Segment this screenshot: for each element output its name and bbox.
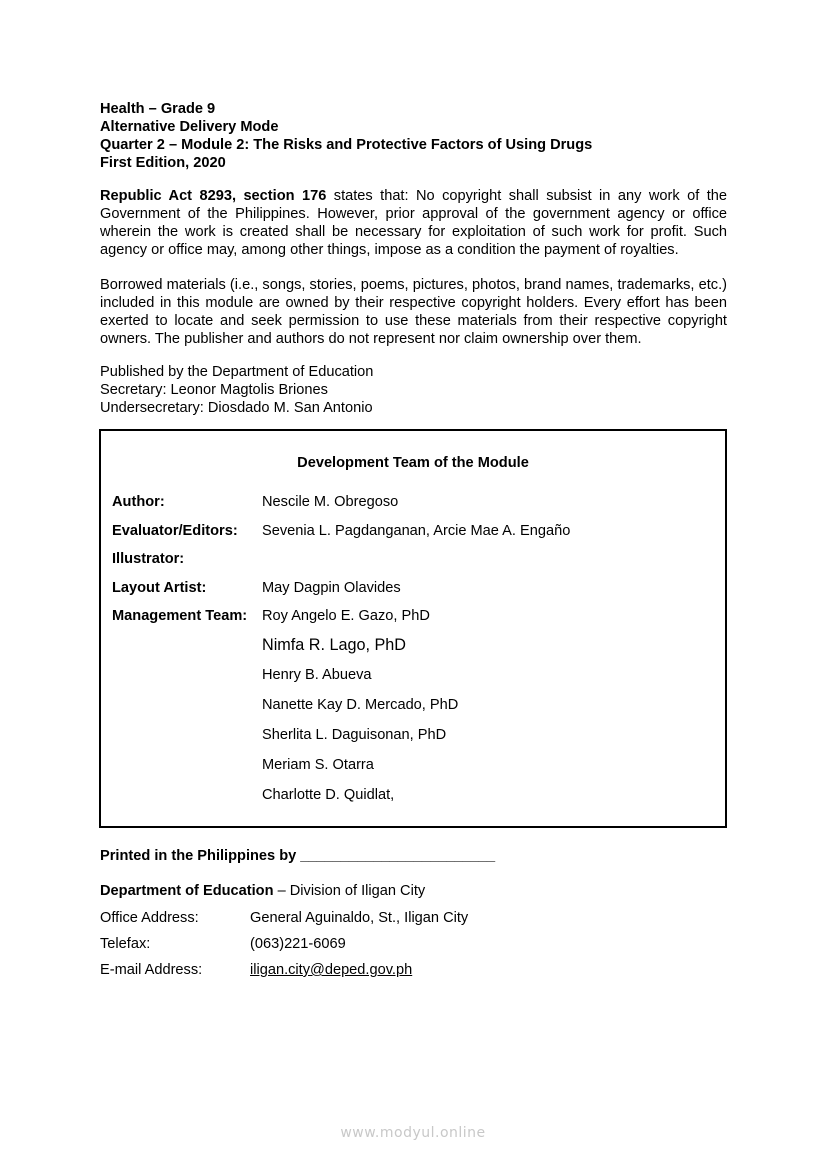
email-label: E-mail Address: bbox=[100, 962, 203, 978]
email-link[interactable]: iligan.city@deped.gov.ph bbox=[250, 962, 413, 978]
undersecretary: Undersecretary: Diosdado M. San Antonio bbox=[100, 400, 373, 416]
development-team-box bbox=[99, 429, 727, 828]
law-reference: Republic Act 8293, section 176 bbox=[100, 188, 327, 204]
secretary: Secretary: Leonor Magtolis Briones bbox=[100, 382, 328, 398]
layout-artist-label: Layout Artist: bbox=[112, 580, 207, 596]
law-text: states that: No copyright shall subsist in any work of the Government of the Philippines. However, prior approval of the government agency or office wherein the work is created shall be necessary for exploitation of such work for profit. Such agency or office may, among other things, impose as a condition the payment of royalties. bbox=[100, 188, 727, 258]
copyright-notice bbox=[100, 187, 727, 259]
watermark: www.modyul.online bbox=[340, 1125, 486, 1141]
editors-value: Sevenia L. Pagdanganan, Arcie Mae A. Engaño bbox=[262, 523, 571, 539]
module-title-block bbox=[100, 100, 727, 172]
editors-label: Evaluator/Editors: bbox=[112, 523, 238, 539]
office-address-label: Office Address: bbox=[100, 910, 199, 926]
management-member: Roy Angelo E. Gazo, PhD bbox=[262, 608, 430, 624]
author-label: Author: bbox=[112, 494, 165, 510]
division-name: – Division of Iligan City bbox=[273, 883, 426, 899]
subject-grade: Health – Grade 9 bbox=[100, 101, 216, 117]
printed-by: Printed in the Philippines by ________________________ bbox=[100, 848, 496, 864]
management-member: Meriam S. Otarra bbox=[262, 757, 374, 773]
department-name: Department of Education bbox=[100, 883, 274, 899]
module-title: Quarter 2 – Module 2: The Risks and Protective Factors of Using Drugs bbox=[100, 137, 593, 153]
published-by: Published by the Department of Education bbox=[100, 364, 374, 380]
telefax-value: (063)221-6069 bbox=[250, 936, 346, 952]
management-member: Henry B. Abueva bbox=[262, 667, 372, 683]
office-address-value: General Aguinaldo, St., Iligan City bbox=[250, 910, 469, 926]
delivery-mode: Alternative Delivery Mode bbox=[100, 119, 279, 135]
management-member: Nimfa R. Lago, PhD bbox=[262, 636, 406, 654]
edition: First Edition, 2020 bbox=[100, 155, 226, 171]
publisher-block bbox=[100, 363, 727, 417]
team-title: Development Team of the Module bbox=[297, 455, 529, 471]
management-member: Nanette Kay D. Mercado, PhD bbox=[262, 697, 459, 713]
layout-artist-value: May Dagpin Olavides bbox=[262, 580, 401, 596]
borrowed-materials-notice: Borrowed materials (i.e., songs, stories, poems, pictures, photos, brand names, trademarks, etc.) included in this module are owned by their respective copyright holders. Every effort has been exerted to locate and seek permission to use these materials from their respective copyright owners. The publisher and authors do not represent nor claim ownership over them. bbox=[100, 277, 727, 347]
management-member: Charlotte D. Quidlat, bbox=[262, 787, 395, 803]
management-member: Sherlita L. Daguisonan, PhD bbox=[262, 727, 447, 743]
telefax-label: Telefax: bbox=[100, 936, 151, 952]
department-row bbox=[100, 883, 425, 899]
management-label: Management Team: bbox=[112, 608, 248, 624]
illustrator-label: Illustrator: bbox=[112, 551, 185, 567]
author-value: Nescile M. Obregoso bbox=[262, 494, 399, 510]
